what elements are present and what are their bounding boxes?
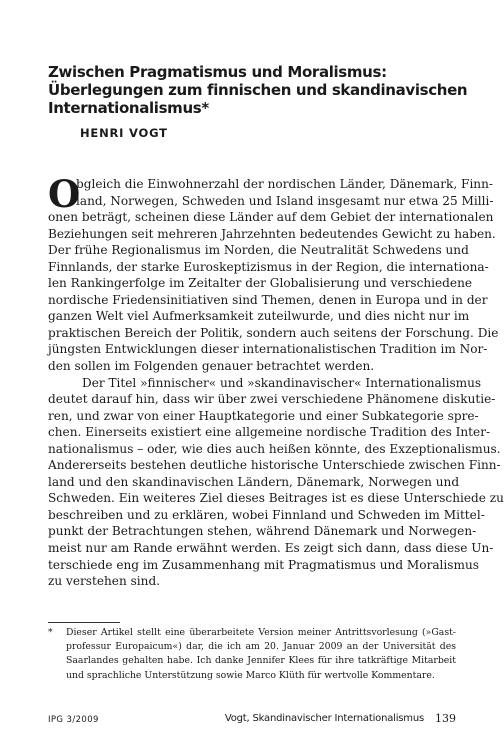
text-line: den sollen im Folgenden genauer betrachtet werden. [48,359,375,374]
text-line: ganzen Welt viel Aufmerksamkeit zuteilwurde, und dies nicht nur im [48,309,470,324]
text-line: beschreiben und zu erklären, wobei Finnland und Schweden im Mittel- [48,507,485,522]
title-line: Internationalismus* [48,99,209,117]
title-line: Überlegungen zum finnischen und skandinavischen [48,81,468,99]
text-line: len Rankingerfolge im Zeitalter der Globalisierung und verschiedene [48,276,473,291]
article-title [48,63,468,117]
footnote-line: professur Europaicum«) dar, die ich am 20. Januar 2009 an der Universität des [66,641,456,653]
text-line: praktischen Bereich der Politik, sondern auch seitens der Forschung. Die [48,325,499,340]
paragraph-2 [48,375,504,590]
text-line: bgleich die Einwohnerzahl der nordischen Länder, Dänemark, Finn- [76,177,493,191]
text-line: Der Titel »finnischer« und »skandinavischer« Internationalismus [82,375,482,390]
text-line: jüngsten Entwicklungen dieser internationalistischen Tradition im Nor- [48,342,488,357]
journal-issue: IPG 3/2009 [48,715,99,725]
text-line: land, Norwegen, Schweden und Island insgesamt nur etwa 25 Milli- [76,193,494,208]
text-line: terschiede eng im Zusammenhang mit Pragmatismus und Moralismus [48,557,479,572]
text-line: Der frühe Regionalismus im Norden, die Neutralität Schwedens und [48,243,469,258]
drop-cap: O [48,172,81,216]
footnote-line: Saarlandes gehalten habe. Ich danke Jennifer Klees für ihre tatkräftige Mitarbeit [66,655,456,667]
footnote-divider [48,622,120,623]
text-line: meist nur am Rande erwähnt werden. Es zeigt sich dann, dass diese Un- [48,541,494,556]
footnote-line: und sprachliche Unterstützung sowie Marco Klüth für wertvolle Kommentare. [66,669,435,681]
footnote-line: Dieser Artikel stellt eine überarbeitete Version meiner Antrittsvorlesung (»Gast- [66,627,456,638]
text-line: nationalismus – oder, wie dies auch heißen könnte, des Exzeptionalismus. [48,441,501,456]
text-line: ren, und zwar von einer Hauptkategorie und einer Subkategorie spre- [48,408,479,423]
text-line: deutet darauf hin, dass wir über zwei verschiedene Phänomene diskutie- [48,392,496,407]
text-line: land und den skandinavischen Ländern, Dänemark, Norwegen und [48,474,460,489]
text-line: chen. Einerseits existiert eine allgemeine nordische Tradition des Inter- [48,425,491,440]
paragraph-1 [48,172,499,375]
page-number: 139 [435,712,456,725]
running-title: Vogt, Skandinavischer Internationalismus [224,713,424,724]
text-line: punkt der Betrachtungen stehen, während Dänemark und Norwegen- [48,524,477,539]
footnote [48,626,456,683]
text-line: Andererseits bestehen deutliche historische Unterschiede zwischen Finn- [48,458,501,473]
footnote-mark: * [48,627,53,638]
text-line: onen beträgt, scheinen diese Länder auf dem Gebiet der internationalen [48,210,494,225]
text-line: Schweden. Ein weiteres Ziel dieses Beitrages ist es diese Unterschiede zu [48,491,504,506]
author-name: HENRI VOGT [80,126,168,140]
article-body [48,172,504,590]
footnote-text [66,626,456,683]
title-line: Zwischen Pragmatismus und Moralismus: [48,63,387,81]
text-line: Beziehungen seit mehreren Jahrzehnten bedeutendes Gewicht zu haben. [48,226,496,241]
text-line: Finnlands, der starke Euroskeptizismus in der Region, die internationa- [48,259,489,274]
text-line: nordische Friedensinitiativen sind Themen, denen in Europa und in der [48,292,488,307]
text-line: zu verstehen sind. [48,574,161,589]
page-footer [48,711,456,727]
